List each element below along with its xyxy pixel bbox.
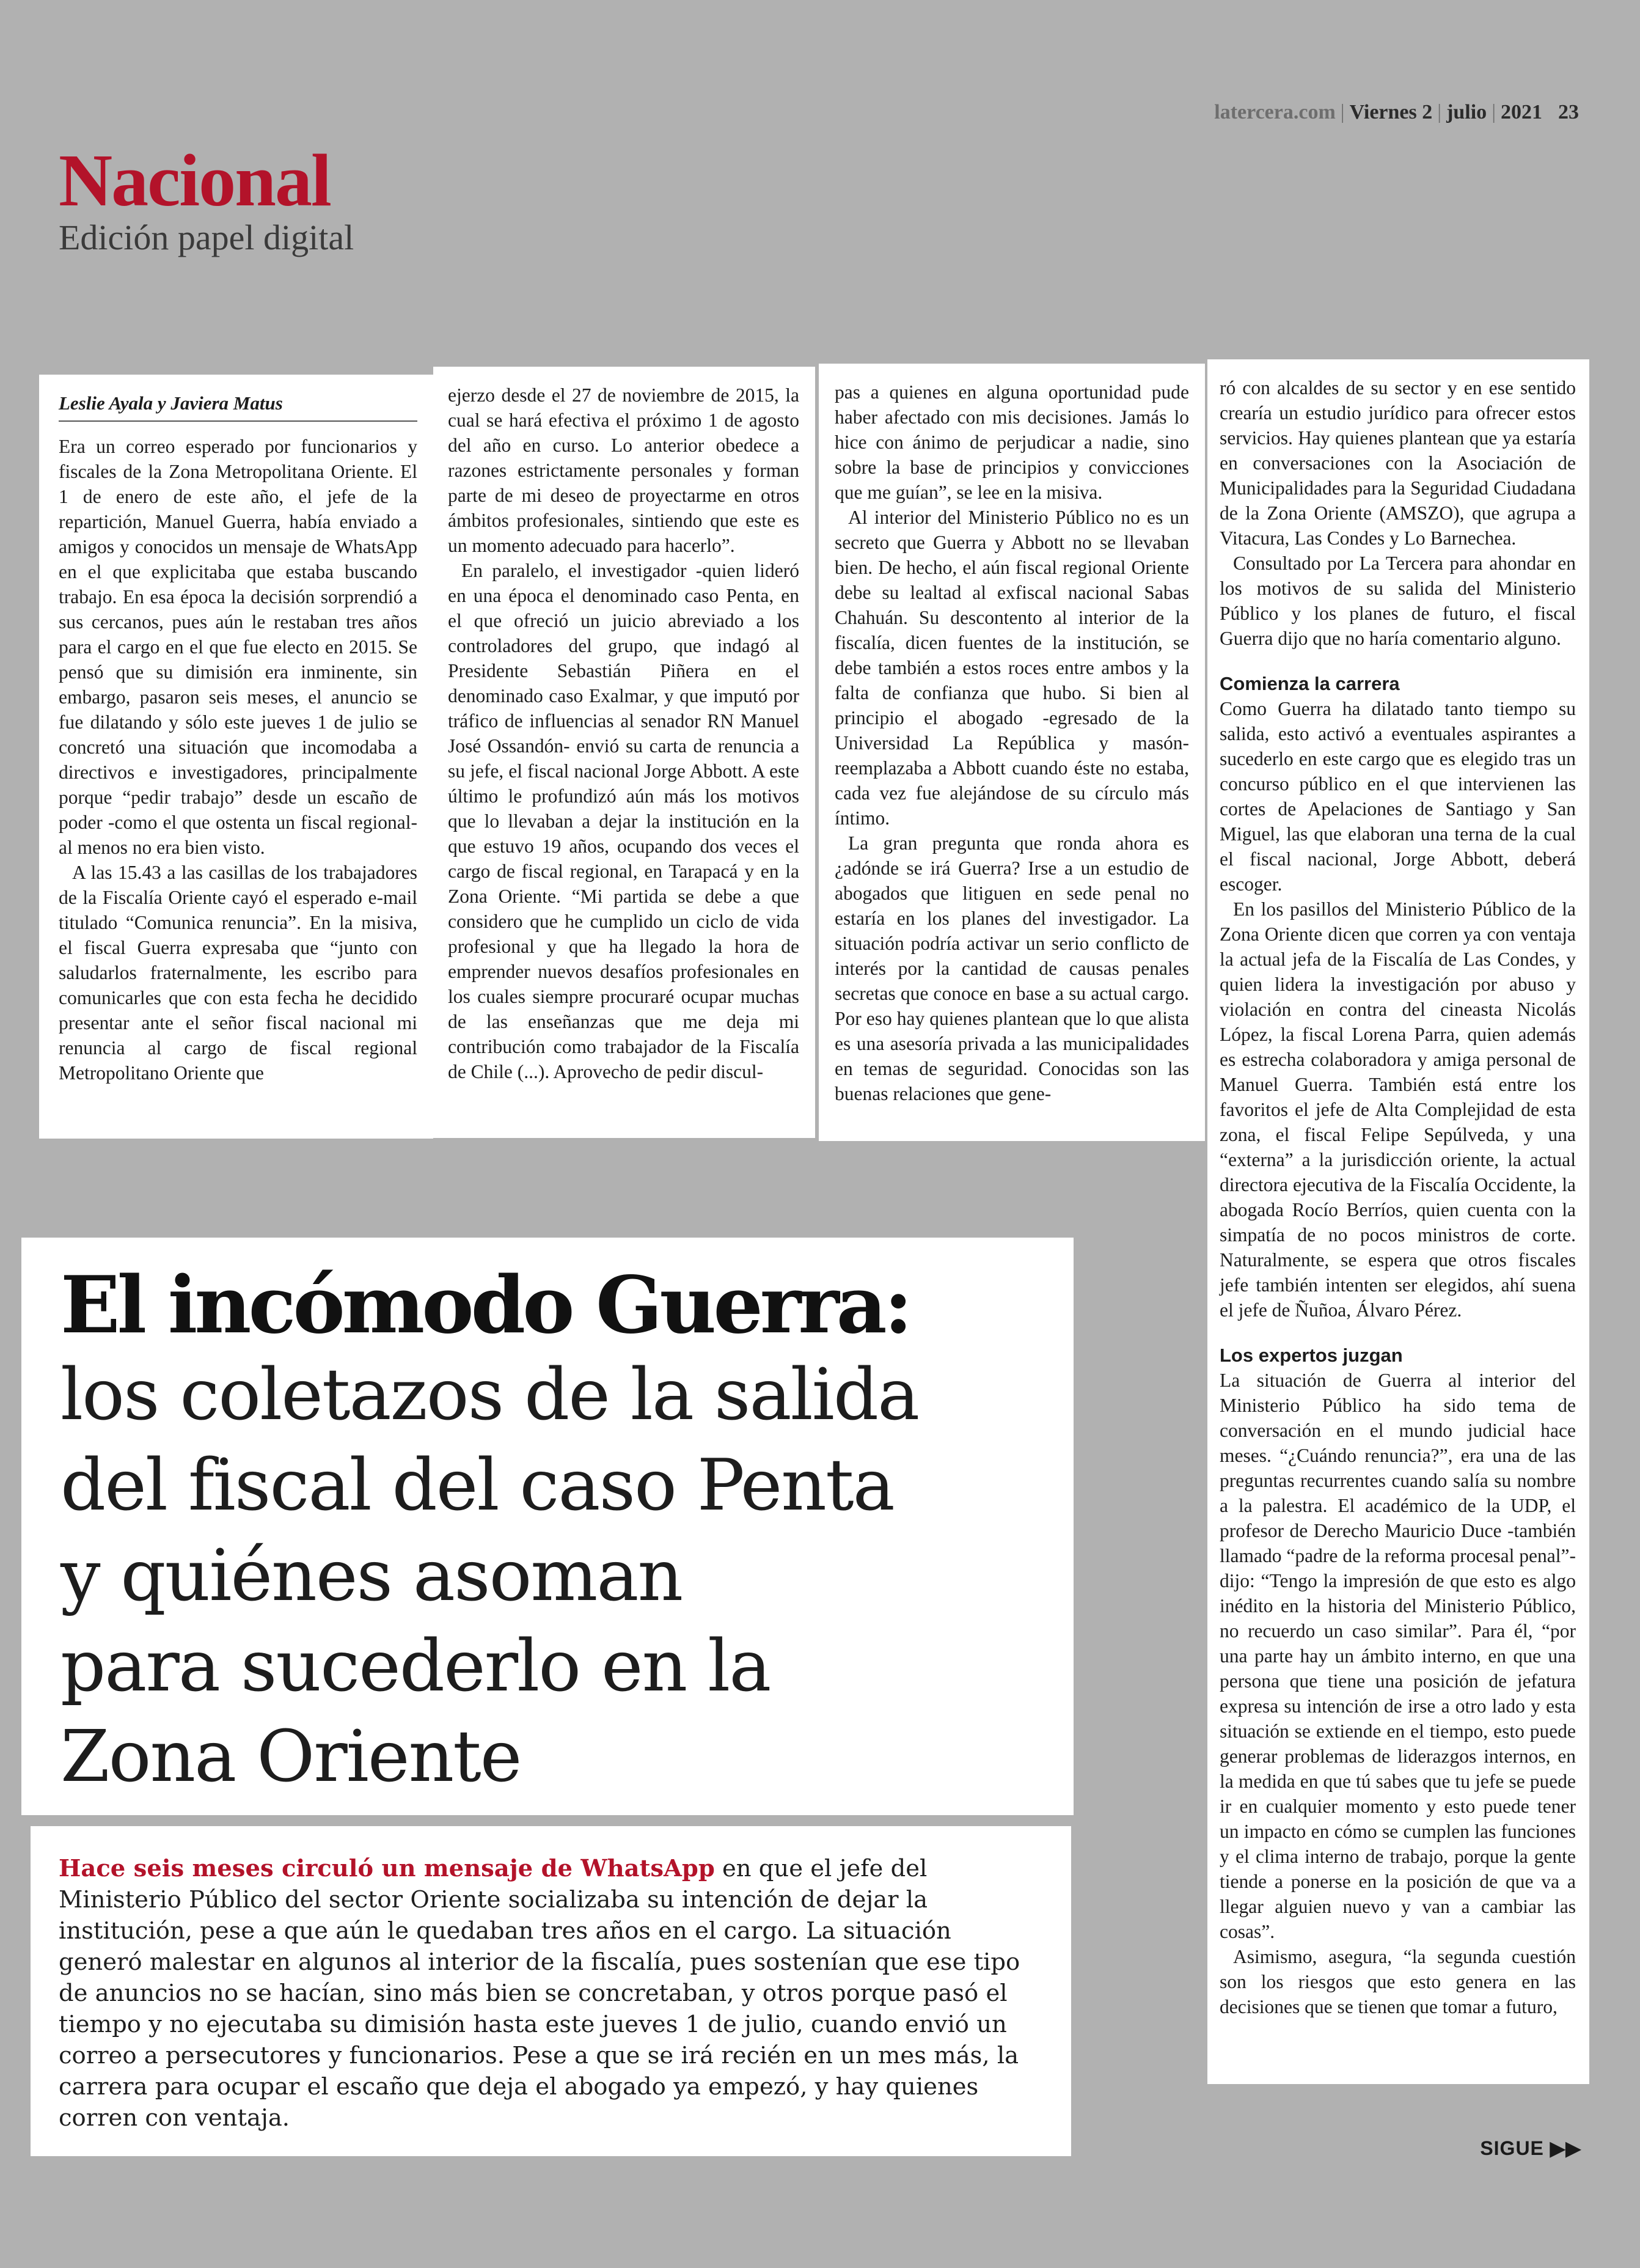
page-folio: latercera.com | Viernes 2 | julio | 2021 23 [1214,101,1579,123]
subheading-expertos: Los expertos juzgan [1220,1345,1403,1366]
paragraph: ró con alcaldes de su sector y en ese sentido crearía un estudio jurídico para ofrecer estos servicios. Hay quienes plantean que ya estaría en conversaciones con la Asociación de Municipalidades para la Seguridad Ciudadana de la Zona Oriente (AMSZO), que agrupa a Vitacura, Las Condes y Lo Barnechea. [1220,377,1576,549]
section-title: Nacional [59,139,331,222]
paragraph: Como Guerra ha dilatado tanto tiempo su salida, esto activó a eventuales aspirantes a sucederlo en este cargo que es elegido tras un concurso público en el que intervienen las cortes de Apelaciones de Santiago y San Miguel, las que elaboran una terna de la cual el fiscal nacional, Jorge Abbott, deberá escoger. [1220,698,1576,895]
paragraph: En los pasillos del Ministerio Público de la Zona Oriente dicen que corren ya con ventaja la actual jefa de la Fiscalía de Las Condes, y quien lidera la investigación por abuso y violación en contra del cineasta Nicolás López, la fiscal Lorena Parra, quien además es estrecha colaboradora y amiga personal de Manuel Guerra. También está entre los favoritos el jefe de Alta Complejidad de esta zona, el fiscal Felipe Sepúlveda, y una “externa” a la jurisdicción oriente, la actual directora ejecutiva de la Fiscalía Occidente, la abogada Rocío Berríos, quien cuenta con la simpatía de no pocos ministros de corte. Naturalmente, se espera que otros fiscales jefe también intenten ser elegidos, ahí suena el jefe de Ñuñoa, Álvaro Pérez. [1220,898,1576,1321]
issue-year: 2021 [1501,101,1542,123]
headline-line: y quiénes asoman [60,1535,683,1617]
section-subtitle: Edición papel digital [59,218,354,257]
article-column-3 [819,364,1205,1141]
paragraph: La gran pregunta que ronda ahora es ¿adónde se irá Guerra? Irse a un estudio de abogados que litiguen en sede penal no estaría en los planes del investigador. La situación podría activar un serio conflicto de interés por la cantidad de causas penales secretas que conoce en base a su actual cargo. Por eso hay quienes plantean que lo que alista es una asesoría privada a las municipalidades en temas de seguridad. Conocidas son las buenas relaciones que gene- [835,832,1189,1104]
paragraph: ejerzo desde el 27 de noviembre de 2015, la cual se hará efectiva el próximo 1 de agosto del año en curso. Lo anterior obedece a razones estrictamente personales y forman parte de mi deseo de proyectarme en otros ámbitos profesionales, sintiendo que este es un momento adecuado para hacerlo”. [448,384,799,556]
paragraph: A las 15.43 a las casillas de los trabajadores de la Fiscalía Oriente cayó el esperado e-mail titulado “Comunica renuncia”. En la misiva, el fiscal Guerra expresaba que “junto con saludarlos fraternalmente, les escribo para comunicarles que con esta fecha he decidido presentar ante el señor fiscal nacional mi renuncia al cargo de fiscal regional Metropolitano Oriente que [59,862,417,1084]
lead-kicker: Hace seis meses circuló un mensaje de WhatsApp [59,1855,715,1882]
headline-line: del fiscal del caso Penta [60,1444,894,1527]
article-column-4 [1207,359,1589,2084]
headline-bold: El incómodo Guerra: [60,1260,910,1351]
site-name: latercera.com [1214,101,1336,123]
page-number: 23 [1558,101,1579,123]
paragraph: Asimismo, asegura, “la segunda cuestión son los riesgos que esto genera en las decisiones que se tienen que tomar a futuro, [1220,1946,1576,2017]
article-column-2 [433,367,815,1138]
article-column-1 [39,375,433,1139]
byline: Leslie Ayala y Javiera Matus [59,391,417,422]
paragraph: Al interior del Ministerio Público no es un secreto que Guerra y Abbott no se llevaban bien. De hecho, el aún fiscal regional Oriente debe su lealtad al exfiscal nacional Sabas Chahuán. Su descontento al interior de la fiscalía, dicen fuentes de la institución, se debe también a estos roces entre ambos y la falta de confianza que hubo. Si bien al principio el abogado -egresado de la Universidad La República y masón- reemplazaba a Abbott cuando éste no estaba, cada vez fue alejándose de su círculo más íntimo. [835,507,1189,829]
continue-label[interactable]: SIGUE ▶▶ [1480,2137,1581,2159]
paragraph: Consultado por La Tercera para ahondar en los motivos de su salida del Ministerio Público y los planes de futuro, el fiscal Guerra dijo que no haría comentario alguno. [1220,552,1576,649]
paragraph: Era un correo esperado por funcionarios y fiscales de la Zona Metropolitana Oriente. El 1 de enero de este año, el jefe de la repartición, Manuel Guerra, había enviado a amigos y conocidos un mensaje de WhatsApp en el que explicitaba que estaba buscando trabajo. En esa época la decisión sorprendió a sus cercanos, pues aún le restaban tres años para el cargo en el que fue electo en 2015. Se pensó que su dimisión era inminente, sin embargo, pasaron seis meses, el anuncio se fue dilatando y sólo este jueves 1 de julio se concretó una situación que incomodaba a directivos e investigadores, principalmente porque “pedir trabajo” desde un escaño de poder -como el que ostenta un fiscal regional- al menos no era bien visto. [59,436,417,858]
lead-box [31,1826,1071,2156]
headline-line: para sucederlo en la [60,1625,771,1708]
headline-box [21,1238,1074,1815]
paragraph: En paralelo, el investigador -quien lideró en una época el denominado caso Penta, en el que ofreció un juicio abreviado a los controladores del grupo, que indagó al Presidente Sebastián Piñera en el denominado caso Exalmar, y que imputó por tráfico de influencias al senador RN Manuel José Ossandón- envió su carta de renuncia a su jefe, el fiscal nacional Jorge Abbott. A este último le profundizó aún más los motivos que lo llevaban a dejar la institución en la que estuvo 19 años, ocupando dos veces el cargo de fiscal regional, en Tarapacá y en la Zona Oriente. “Mi partida se debe a que considero que he cumplido un ciclo de vida profesional y que ha llegado la hora de emprender nuevos desafíos profesionales en los cuales siempre procuraré ocupar muchas de las enseñanzas que me deja mi contribución como trabajador de la Fiscalía de Chile (...). Aprovecho de pedir discul- [448,560,799,1082]
issue-day: Viernes 2 [1349,101,1433,123]
subheading-comienza: Comienza la carrera [1220,673,1400,694]
headline-line: Zona Oriente [60,1716,521,1798]
paragraph: pas a quienes en alguna oportunidad pude haber afectado con mis decisiones. Jamás lo hice con ánimo de perjudicar a nadie, sino sobre la base de principios y convicciones que me guían”, se lee en la misiva. [835,381,1189,503]
headline-line: los coletazos de la salida [60,1354,919,1436]
lead-text: en que el jefe del Ministerio Público del sector Oriente socializaba su intención de dejar la institución, pese a que aún le quedaban tres años en el cargo. La situación generó malestar en algunos al interior de la fiscalía, pues sostenían que ese tipo de anuncios no se hacían, sino más bien se concretaban, y otros porque pasó el tiempo y no ejecutaba su dimisión hasta este jueves 1 de julio, cuando envió un correo a persecutores y funcionarios. Pese a que se irá recién en un mes más, la carrera para ocupar el escaño que deja el abogado ya empezó, y hay quienes corren con ventaja. [59,1855,1020,2132]
headline-light [60,1350,1049,1802]
issue-month: julio [1446,101,1487,123]
paragraph: La situación de Guerra al interior del Ministerio Público ha sido tema de conversación en el mundo judicial hace meses. “¿Cuándo renuncia?”, era una de las preguntas recurrentes cuando salía su nombre a la palestra. El académico de la UDP, el profesor de Derecho Mauricio Duce -también llamado “padre de la reforma procesal penal”- dijo: “Tengo la impresión de que esto es algo inédito en la historia del Ministerio Público, no recuerdo un caso similar”. Para él, “por una parte hay un ámbito interno, en que una persona que tiene una posición de jefatura expresa su intención de irse a otro lado y esta situación se extiende en el tiempo, esto puede generar problemas de liderazgos internos, en la medida en que tú sabes que tu jefe se puede ir en cualquier momento y esto puede tener un impacto en cómo se cumplen las funciones y el clima interno de trabajo, porque la gente tiende a ponerse en la posición de que va a llegar alguien nuevo y van a cambiar las cosas”. [1220,1370,1576,1942]
